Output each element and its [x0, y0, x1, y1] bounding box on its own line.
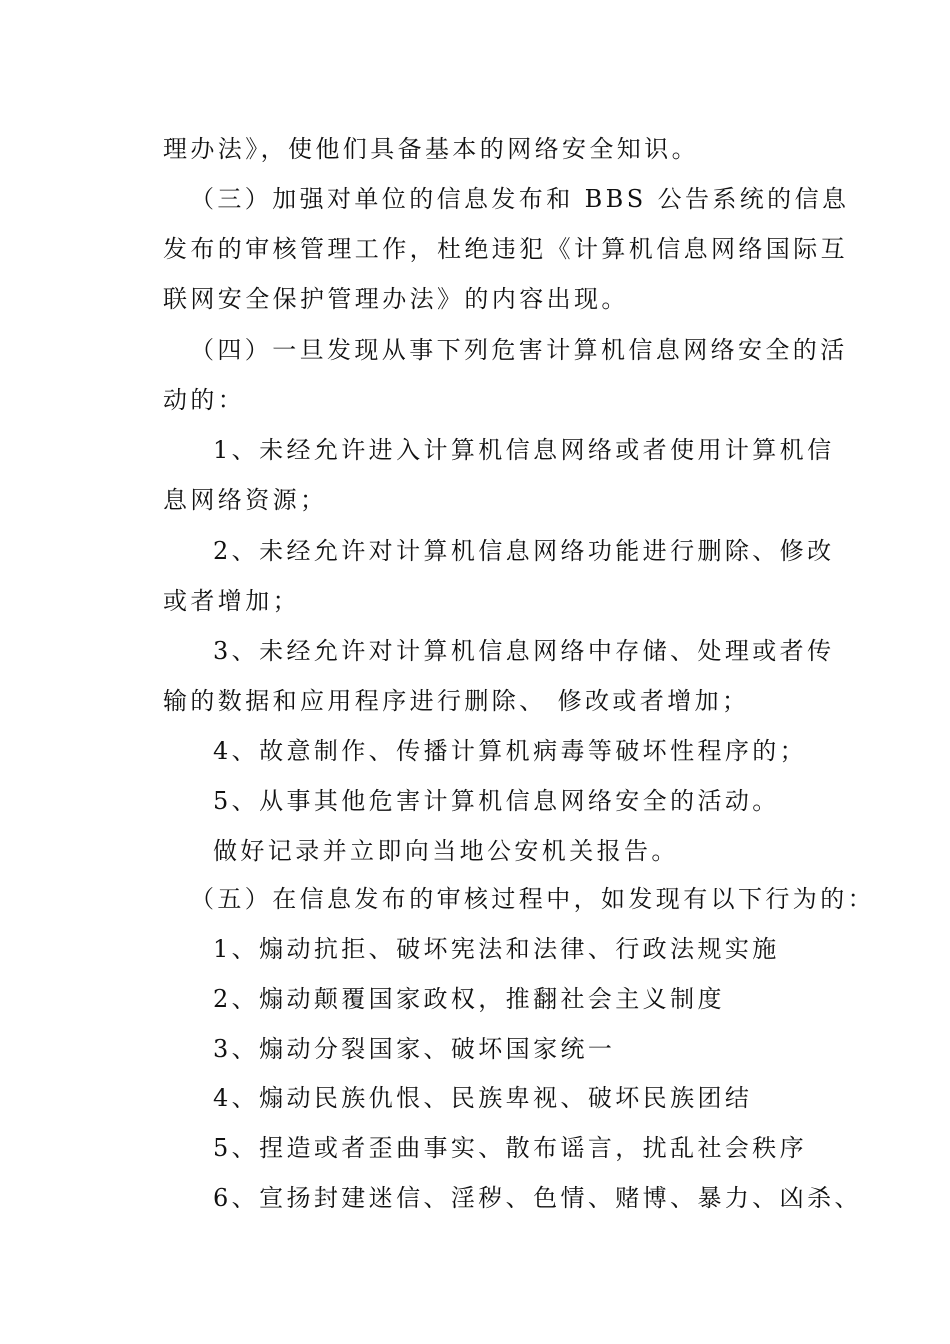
text-line-21: 5、捏造或者歪曲事实、散布谣言，扰乱社会秩序 [213, 1134, 808, 1162]
text-line-14: 5、从事其他危害计算机信息网络安全的活动。 [213, 787, 780, 815]
text-line-3: 发布的审核管理工作，杜绝违犯《计算机信息网络国际互 [163, 235, 848, 263]
text-line-11: 3、未经允许对计算机信息网络中存储、处理或者传 [213, 637, 835, 665]
text-line-18: 2、煽动颠覆国家政权，推翻社会主义制度 [213, 985, 725, 1013]
text-line-5: （四）一旦发现从事下列危害计算机信息网络安全的活 [190, 336, 848, 364]
text-line-17: 1、煽动抗拒、破坏宪法和法律、行政法规实施 [213, 935, 780, 963]
text-line-9: 2、未经允许对计算机信息网络功能进行删除、修改 [213, 537, 835, 565]
text-line-1: 理办法》，使他们具备基本的网络安全知识。 [163, 135, 699, 163]
text-line-6: 动的： [163, 386, 246, 414]
text-line-2: （三）加强对单位的信息发布和 BBS 公告系统的信息 [190, 185, 850, 213]
text-line-15: 做好记录并立即向当地公安机关报告。 [213, 837, 679, 865]
text-line-19: 3、煽动分裂国家、破坏国家统一 [213, 1035, 616, 1063]
text-line-10: 或者增加； [163, 587, 300, 615]
text-line-7: 1、未经允许进入计算机信息网络或者使用计算机信 [213, 436, 835, 464]
text-line-4: 联网安全保护管理办法》的内容出现。 [163, 285, 629, 313]
text-line-12: 输的数据和应用程序进行删除、 修改或者增加； [163, 687, 750, 715]
text-line-16: （五）在信息发布的审核过程中，如发现有以下行为的： [190, 885, 875, 913]
text-line-20: 4、煽动民族仇恨、民族卑视、破坏民族团结 [213, 1084, 753, 1112]
text-line-13: 4、故意制作、传播计算机病毒等破坏性程序的； [213, 737, 808, 765]
text-line-8: 息网络资源； [163, 486, 328, 514]
text-line-22: 6、宣扬封建迷信、淫秽、色情、赌博、暴力、凶杀、 [213, 1184, 862, 1212]
